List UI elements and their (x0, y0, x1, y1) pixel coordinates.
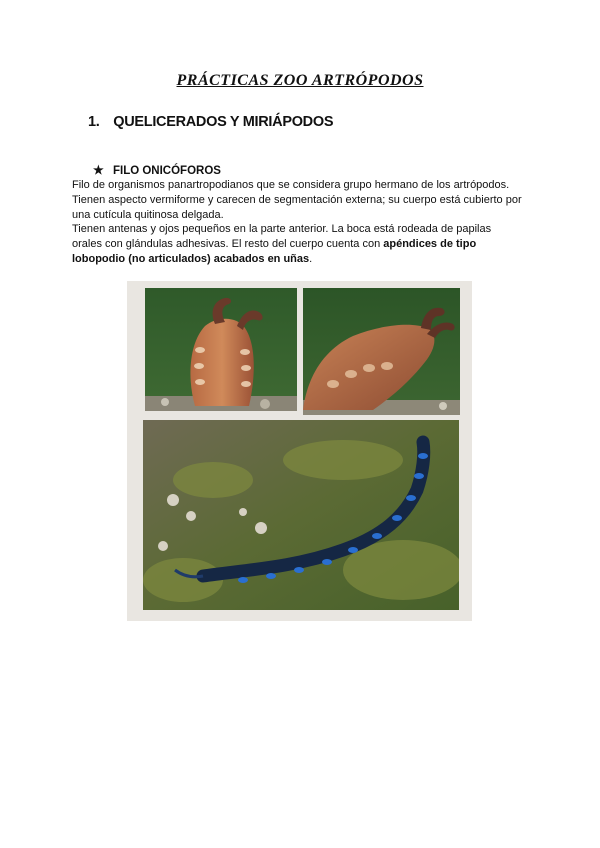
paragraph-anatomy (72, 222, 532, 268)
paragraph-line: una cutícula quitinosa delgada. (72, 209, 224, 222)
onychophoran-photo-side (303, 288, 460, 415)
star-icon: ★ (93, 163, 104, 177)
subsection-heading (93, 163, 221, 177)
paragraph-line: Tienen antenas y ojos pequeños en la parte anterior. La boca está rodeada de papilas (72, 223, 492, 235)
paragraph-line: Tienen aspecto vermiforme y carecen de segmentación externa; su cuerpo está cubierto por (72, 194, 522, 207)
text-run: . (309, 253, 313, 266)
paragraph-line: Filo de organismos panartropodianos que se considera grupo hermano de los artrópodos. (72, 179, 510, 191)
section-title: QUELICERADOS Y MIRIÁPODOS (113, 114, 334, 130)
onychophoran-photo-front (145, 288, 297, 411)
subsection-title: FILO ONICÓFOROS (112, 165, 221, 177)
section-number: 1. (88, 114, 100, 130)
bold-text-run: lobopodio (no articulados) acabados en uñas (72, 253, 310, 266)
text-run: orales con glándulas adhesivas. El resto del cuerpo cuenta con (72, 238, 384, 251)
section-heading (88, 114, 333, 130)
onychophoran-photo-blue (143, 420, 459, 610)
bold-text-run: apéndices de tipo (383, 238, 477, 251)
document-title: PRÁCTICAS ZOO ARTRÓPODOS (176, 72, 424, 89)
paragraph-description (72, 178, 532, 224)
paragraph-line (72, 237, 532, 252)
paragraph-line (72, 252, 532, 267)
